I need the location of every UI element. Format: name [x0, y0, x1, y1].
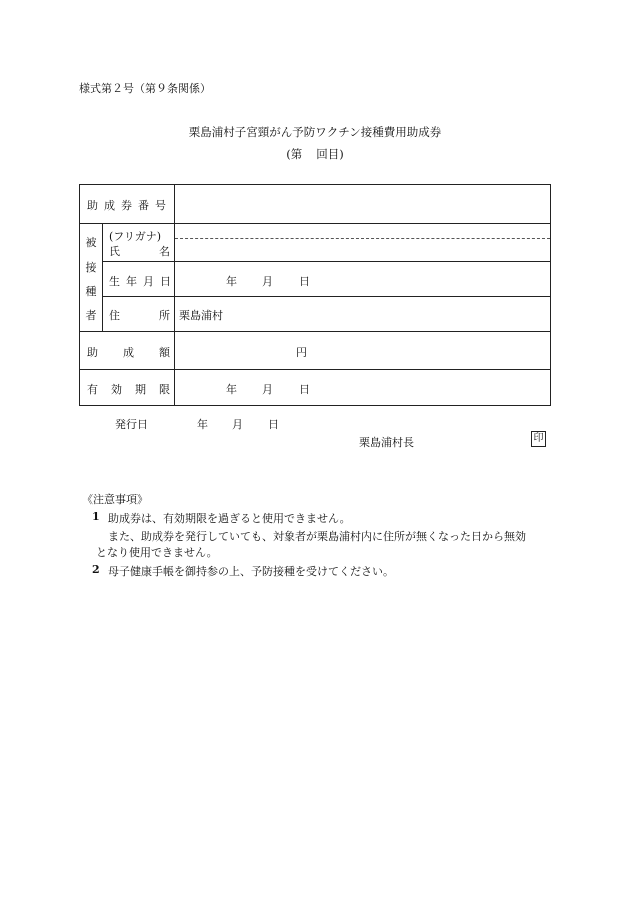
address-value: 栗島浦村 [179, 309, 223, 322]
ticket-number-field[interactable] [175, 186, 549, 222]
amount-label-c: 額 [159, 346, 170, 359]
form-number: 様式第２号（第９条関係） [79, 82, 211, 95]
amount-unit: 円 [296, 346, 307, 359]
birth-date-label: 生年月日 [109, 275, 177, 288]
subtitle-open: (第 [286, 147, 303, 161]
furigana-field[interactable] [175, 224, 549, 238]
validity-month-unit: 月 [262, 383, 273, 396]
note-1-number: 1 [92, 510, 100, 523]
issue-day-unit: 日 [268, 418, 279, 431]
validity-label-c: 期 [135, 383, 146, 396]
name-label-a: 氏 [109, 245, 120, 258]
issue-date-label: 発行日 [115, 418, 148, 431]
validity-label-d: 限 [159, 383, 170, 396]
notes-heading: 《注意事項》 [82, 493, 148, 506]
birth-month-unit: 月 [262, 275, 273, 288]
note-2-number: 2 [92, 563, 100, 576]
mayor-title: 栗島浦村長 [359, 436, 414, 449]
document-subtitle [0, 146, 630, 162]
recipient-label-3: 種 [85, 285, 97, 298]
seal-stamp-box: 印 [531, 431, 546, 447]
note-1-line-2: また、助成券を発行していても、対象者が栗島浦村内に住所が無くなった日から無効 [108, 530, 526, 543]
name-field[interactable] [175, 239, 549, 260]
name-label-b: 名 [159, 245, 170, 258]
ticket-number-label: 助成券番号 [87, 199, 172, 212]
note-1-line-1: 助成券は、有効期限を過ぎると使用できません。 [108, 512, 351, 525]
recipient-label-1: 被 [85, 236, 97, 249]
amount-label-b: 成 [123, 346, 134, 359]
address-label-b: 所 [159, 309, 170, 322]
birth-year-unit: 年 [226, 275, 237, 288]
recipient-label-2: 接 [85, 261, 97, 274]
subtitle-close: 回目) [316, 147, 344, 161]
validity-year-unit: 年 [226, 383, 237, 396]
birth-day-unit: 日 [299, 275, 310, 288]
note-1-line-3: となり使用できません。 [96, 546, 218, 559]
note-2-line-1: 母子健康手帳を御持参の上、予防接種を受けてください。 [108, 565, 394, 578]
furigana-label: (フリガナ) [109, 230, 162, 243]
validity-label-b: 効 [111, 383, 122, 396]
validity-day-unit: 日 [299, 383, 310, 396]
validity-label-a: 有 [87, 383, 98, 396]
issue-year-unit: 年 [197, 418, 208, 431]
amount-label-a: 助 [87, 346, 98, 359]
document-title: 栗島浦村子宮頸がん予防ワクチン接種費用助成券 [188, 125, 442, 139]
address-label-a: 住 [109, 309, 120, 322]
recipient-label-4: 者 [85, 309, 97, 322]
group-divider [102, 223, 103, 331]
subsidy-ticket-table [79, 184, 551, 406]
issue-month-unit: 月 [232, 418, 243, 431]
